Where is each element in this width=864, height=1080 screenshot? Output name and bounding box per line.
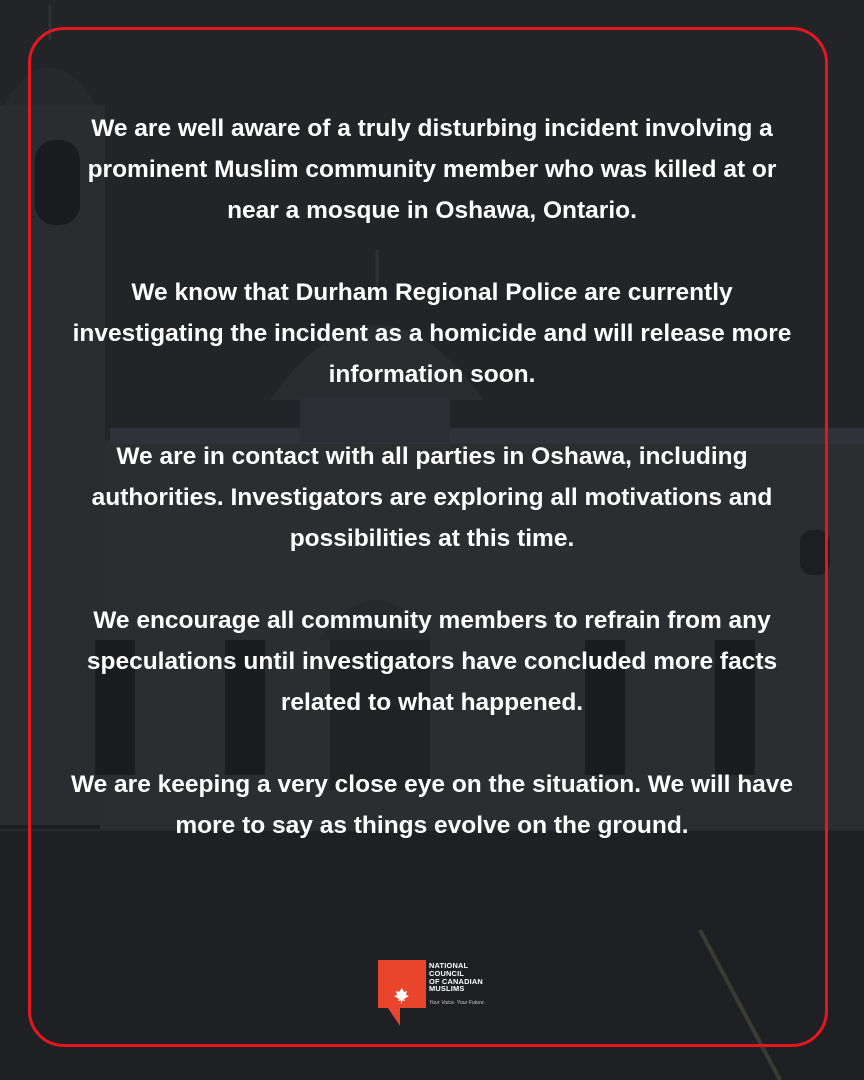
nccm-name-line-3: OF CANADIAN <box>429 976 483 986</box>
statement-paragraph-2: We know that Durham Regional Police are currently investigating the incident as a homicide and will release more information soon. <box>72 279 792 388</box>
nccm-logo <box>378 960 498 1030</box>
nccm-maple-leaf-icon <box>378 960 426 1026</box>
statement-paragraph-5: We are keeping a very close eye on the situation. We will have more to say as things evolve on the ground. <box>70 771 794 839</box>
nccm-name-line-4: MUSLIMS <box>429 984 465 994</box>
nccm-name-line-2: COUNCIL <box>429 968 465 978</box>
statement-paragraph-1: We are well aware of a truly disturbing incident involving a prominent Muslim community member who was killed at or near a mosque in Oshawa, Ontario. <box>87 115 777 224</box>
statement-paragraph-4: We encourage all community members to refrain from any speculations until investigators have concluded more facts related to what happened. <box>86 607 778 716</box>
statement-text <box>60 108 804 887</box>
nccm-name-line-1: NATIONAL <box>429 961 469 970</box>
nccm-name <box>429 962 483 993</box>
statement-paragraph-3: We are in contact with all parties in Oshawa, including authorities. Investigators are exploring all motivations and possibilities at this time. <box>91 443 773 552</box>
nccm-tagline: Your Voice. Your Future. <box>429 1000 486 1006</box>
